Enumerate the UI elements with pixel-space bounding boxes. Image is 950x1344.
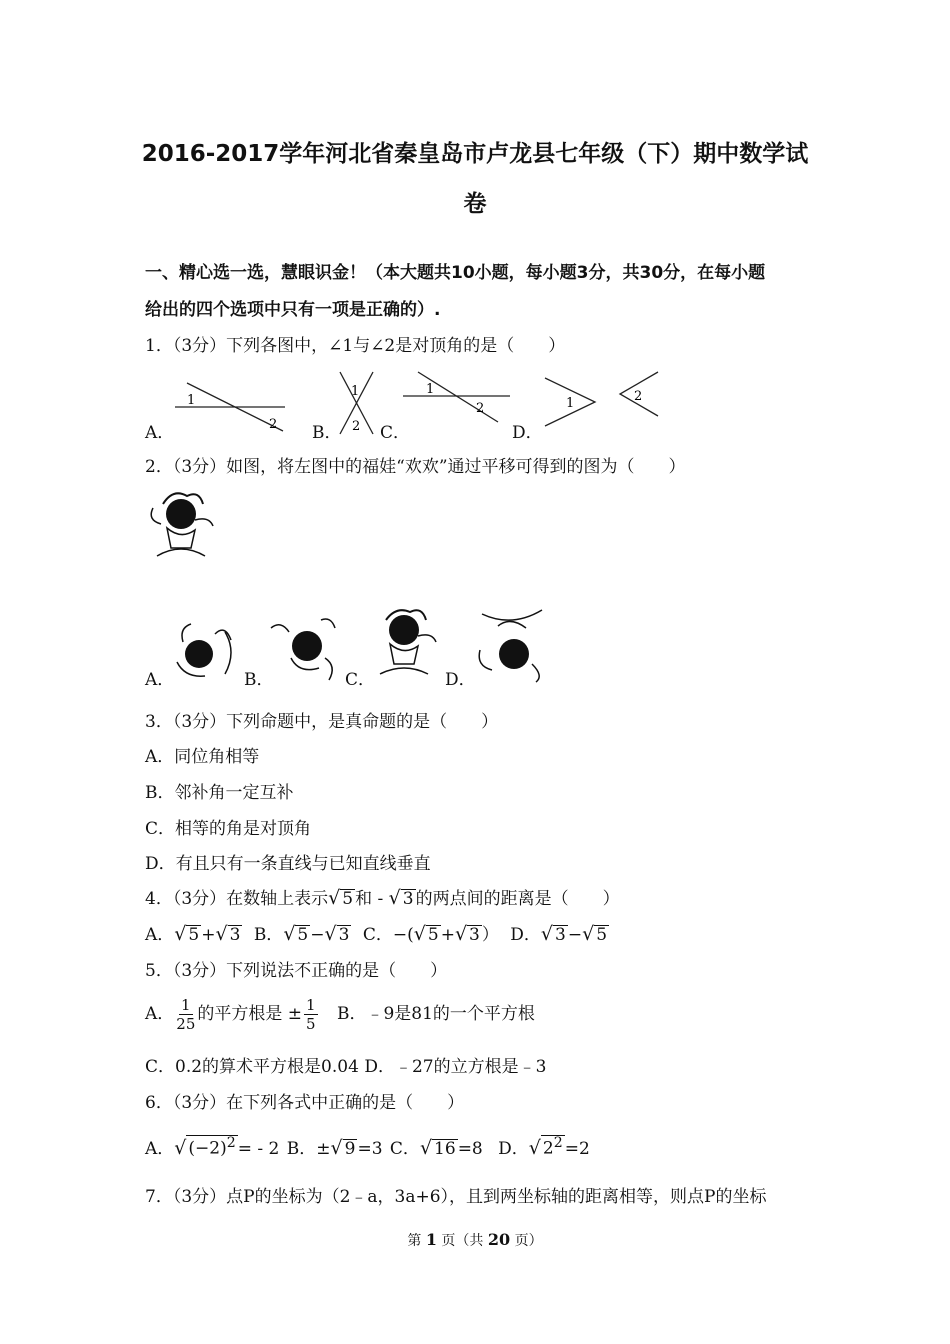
q2-option-b-label: B． bbox=[244, 670, 274, 690]
q4-option-d-label: D． bbox=[510, 925, 541, 945]
q1-d-mark-1: 1 bbox=[566, 396, 575, 411]
q2-stem: 2．（3分）如图，将左图中的福娃“欢欢”通过平移可得到的图为（ ） bbox=[145, 457, 686, 477]
q1-stem: 1．（3分）下列各图中，∠1与∠2是对顶角的是（ ） bbox=[145, 336, 566, 356]
q5-options-ab: A． $\frac{1}{25}$ 的平方根是 ± $\frac{1}{5}$ B．﹣9是81的一个平方根 bbox=[145, 996, 535, 1033]
current-page-number: 1 bbox=[425, 1230, 437, 1249]
q1-d-mark-2: 2 bbox=[634, 389, 643, 404]
q2-mascot-option-b-figure bbox=[265, 608, 345, 684]
q4-stem: 4．（3分）在数轴上表示√ 5 和 - √ 3 的两点间的距离是（ ） bbox=[145, 887, 620, 909]
q5-option-c: C．0.2的算术平方根是0.04 bbox=[145, 1057, 359, 1077]
q4-stem-part-a: 4．（3分）在数轴上表示 bbox=[145, 889, 329, 909]
q2-option-d-label: D． bbox=[445, 670, 476, 690]
q6-option-c-label: C． bbox=[389, 1139, 420, 1159]
q1-option-a-label: A． bbox=[145, 423, 175, 443]
section-heading-line1: 一、精心选一选，慧眼识金！（本大题共10小题，每小题3分，共30分，在每小题 bbox=[145, 263, 766, 283]
q2-mascot-option-d-figure bbox=[472, 604, 552, 684]
q4-radicand-5: 5 bbox=[342, 889, 354, 909]
q2-option-c-label: C． bbox=[345, 670, 376, 690]
section-heading-line2: 给出的四个选项中只有一项是正确的）. bbox=[145, 300, 441, 320]
q4-stem-part-b: 和 - bbox=[355, 889, 389, 909]
q3-option-c: C．相等的角是对顶角 bbox=[145, 819, 312, 839]
q1-a-mark-1: 1 bbox=[187, 393, 196, 408]
q6-stem: 6．（3分）在下列各式中正确的是（ ） bbox=[145, 1093, 465, 1113]
q5-option-a-label: A． bbox=[145, 1004, 175, 1024]
q5-fraction-1-25: $\frac{1}{25}$ bbox=[176, 996, 196, 1033]
q1-a-mark-2: 2 bbox=[269, 417, 278, 432]
q6-option-b-label: B． bbox=[286, 1139, 317, 1159]
q3-option-d: D．有且只有一条直线与已知直线垂直 bbox=[145, 854, 431, 874]
q4-option-b-label: B． bbox=[253, 925, 284, 945]
q3-option-a: A．同位角相等 bbox=[145, 747, 260, 767]
q2-mascot-option-a-figure bbox=[165, 612, 241, 684]
q6-option-d-label: D． bbox=[498, 1139, 529, 1159]
q1-option-d-label: D． bbox=[512, 423, 543, 443]
q6-options: A．√ $(-2)^2$ = - 2 B．±√ 9 =3 C．√ 16 =8 D．√ $2^2 =2$ bbox=[145, 1135, 590, 1159]
q4-option-c-label: C． bbox=[362, 925, 393, 945]
q1-figure-a bbox=[165, 375, 295, 435]
q1-figure-d bbox=[540, 368, 665, 428]
q1-b-mark-2: 2 bbox=[352, 419, 361, 434]
q4-radicand-3: 3 bbox=[402, 889, 414, 909]
q4-options: A．√ 5 +√ 3 B．√ 5 −√ 3 C．−(√ 5 +√ 3 ） D．√ 3 −√ 5 bbox=[145, 923, 608, 945]
q5-stem: 5．（3分）下列说法不正确的是（ ） bbox=[145, 961, 448, 981]
q2-mascot-original-figure bbox=[143, 486, 223, 564]
q1-c-mark-1: 1 bbox=[426, 382, 435, 397]
q1-option-b-label: B． bbox=[312, 423, 342, 443]
q5-option-d: D．﹣27的立方根是﹣3 bbox=[364, 1057, 547, 1077]
q1-c-mark-2: 2 bbox=[476, 401, 485, 416]
q6-option-a-label: A． bbox=[145, 1139, 175, 1159]
q4-stem-part-c: 的两点间的距离是（ ） bbox=[415, 889, 620, 909]
q3-option-b: B．邻补角一定互补 bbox=[145, 783, 294, 803]
page-footer: 第 1 页（共 20 页） bbox=[407, 1230, 543, 1249]
page-title-line2: 卷 bbox=[463, 191, 487, 217]
q5-options-cd bbox=[145, 1052, 546, 1077]
q4-option-a-label: A． bbox=[145, 925, 175, 945]
q3-stem: 3．（3分）下列命题中，是真命题的是（ ） bbox=[145, 712, 499, 732]
q2-mascot-option-c-figure bbox=[366, 604, 446, 682]
q1-figure-c bbox=[398, 368, 518, 428]
q2-option-a-label: A． bbox=[145, 670, 175, 690]
q1-figure-b bbox=[335, 370, 380, 436]
q5-option-b: B．﹣9是81的一个平方根 bbox=[336, 1004, 535, 1024]
page-title-line1: 2016-2017学年河北省秦皇岛市卢龙县七年级（下）期中数学试 bbox=[141, 141, 809, 167]
q1-option-c-label: C． bbox=[380, 423, 411, 443]
q1-b-mark-1: 1 bbox=[351, 384, 360, 399]
total-page-count: 20 bbox=[487, 1230, 511, 1249]
q7-stem: 7．（3分）点P的坐标为（2﹣a，3a+6），且到两坐标轴的距离相等，则点P的坐标 bbox=[145, 1187, 767, 1207]
q5-fraction-1-5: $\frac{1}{5}$ bbox=[306, 996, 316, 1033]
